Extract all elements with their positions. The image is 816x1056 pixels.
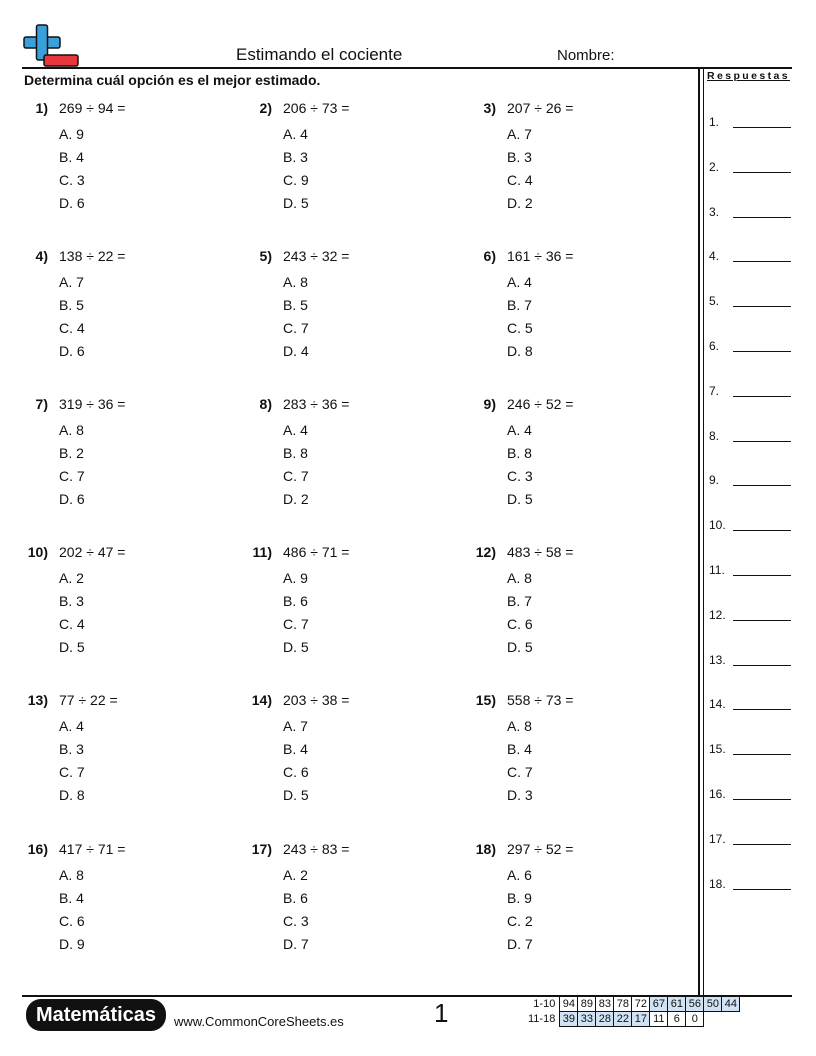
answer-line-3[interactable] (709, 205, 719, 219)
problem-number: 13) (27, 692, 48, 708)
answer-column-divider-inner (703, 67, 704, 996)
answer-line-17[interactable] (709, 832, 726, 846)
answer-blank[interactable] (733, 620, 791, 621)
answer-blank[interactable] (733, 127, 791, 128)
answer-line-1[interactable] (709, 115, 719, 129)
answer-option: C. 7 (59, 468, 85, 484)
problem-number: 9) (483, 396, 496, 412)
answer-option: B. 4 (59, 890, 84, 906)
answer-option: C. 3 (507, 468, 533, 484)
answer-option: B. 3 (59, 593, 84, 609)
answer-blank[interactable] (733, 172, 791, 173)
problem-expression: 483 ÷ 58 = (507, 544, 574, 560)
problem-number: 7) (35, 396, 48, 412)
answer-option: A. 4 (507, 422, 532, 438)
score-cell: 50 (704, 997, 722, 1012)
answer-option: C. 5 (507, 320, 533, 336)
answer-blank[interactable] (733, 530, 791, 531)
answer-option: D. 4 (283, 343, 309, 359)
answer-line-label: 11. (709, 563, 725, 577)
answer-line-5[interactable] (709, 294, 719, 308)
score-row (526, 997, 740, 1012)
answer-option: A. 7 (507, 126, 532, 142)
answer-option: B. 6 (283, 890, 308, 906)
answer-option: A. 4 (507, 274, 532, 290)
problem-number: 4) (35, 248, 48, 264)
answer-line-label: 4. (709, 249, 720, 264)
problem-expression: 283 ÷ 36 = (283, 396, 350, 412)
problem-expression: 202 ÷ 47 = (59, 544, 126, 560)
answer-line-label: 2. (709, 159, 720, 174)
answer-column-divider (698, 67, 700, 996)
score-cell: 67 (650, 997, 668, 1012)
answer-option: A. 7 (59, 274, 84, 290)
answer-option: D. 5 (59, 639, 85, 655)
answer-blank[interactable] (733, 351, 791, 352)
answer-line-label: 16. (709, 787, 726, 801)
score-cell: 17 (632, 1012, 650, 1027)
answer-option: D. 8 (507, 343, 533, 359)
answer-line-13[interactable] (709, 653, 726, 667)
answer-option: A. 4 (283, 422, 308, 438)
problem-number: 6) (483, 248, 496, 264)
answer-line-15[interactable] (709, 742, 726, 756)
answer-option: B. 5 (283, 297, 308, 313)
answer-line-12[interactable] (709, 608, 726, 622)
answer-line-label: 15. (709, 742, 726, 757)
score-cell: 89 (578, 997, 596, 1012)
problem-number: 16) (27, 841, 48, 857)
answer-blank[interactable] (733, 889, 791, 890)
answer-line-11[interactable] (709, 563, 725, 577)
score-cell: 6 (668, 1012, 686, 1027)
answer-blank[interactable] (733, 217, 791, 218)
problem-expression: 203 ÷ 38 = (283, 692, 350, 708)
answer-blank[interactable] (733, 665, 791, 666)
answer-option: B. 7 (507, 297, 532, 313)
answer-option: C. 3 (283, 913, 309, 929)
problem-number: 3) (483, 100, 496, 116)
score-cell: 44 (722, 997, 740, 1012)
answer-option: C. 6 (283, 764, 309, 780)
answer-option: B. 4 (507, 741, 532, 757)
problem-expression: 206 ÷ 73 = (283, 100, 350, 116)
answer-blank[interactable] (733, 441, 791, 442)
answer-option: A. 8 (59, 867, 84, 883)
answer-option: C. 4 (59, 320, 85, 336)
problem-number: 17) (251, 841, 272, 857)
answer-line-4[interactable] (709, 249, 719, 263)
answer-blank[interactable] (733, 799, 791, 800)
answer-option: B. 4 (283, 741, 308, 757)
answer-option: A. 2 (59, 570, 84, 586)
score-row-label: 1-10 (533, 998, 556, 1010)
answer-option: A. 8 (507, 570, 532, 586)
score-row-label: 11-18 (528, 1013, 556, 1025)
answer-option: C. 4 (59, 616, 85, 632)
worksheet-title: Estimando el cociente (236, 45, 403, 64)
problem-number: 15) (475, 692, 496, 708)
problem-number: 1) (35, 100, 48, 116)
answer-blank[interactable] (733, 575, 791, 576)
score-cell: 0 (686, 1012, 704, 1027)
score-cell: 39 (560, 1012, 578, 1027)
answer-option: B. 5 (59, 297, 84, 313)
problem-number: 8) (259, 396, 272, 412)
answer-line-label: 7. (709, 383, 720, 398)
answer-line-label: 13. (709, 652, 726, 667)
problem-number: 10) (27, 544, 48, 560)
problem-expression: 243 ÷ 32 = (283, 248, 350, 264)
answer-line-label: 18. (709, 876, 726, 891)
score-cell: 33 (578, 1012, 596, 1027)
answer-option: A. 2 (283, 867, 308, 883)
score-row (526, 1012, 740, 1027)
answer-option: D. 8 (59, 787, 85, 803)
answer-option: B. 2 (59, 445, 84, 461)
answer-option: D. 2 (507, 195, 533, 211)
answer-option: A. 8 (283, 274, 308, 290)
instructions: Determina cuál opción es el mejor estimado. (24, 72, 321, 88)
score-cell: 28 (596, 1012, 614, 1027)
answer-line-label: 1. (709, 115, 720, 129)
answer-option: C. 7 (507, 764, 533, 780)
answer-option: A. 4 (59, 718, 84, 734)
page-number: 1 (434, 998, 449, 1028)
header-rule (22, 67, 792, 69)
answer-line-label: 3. (709, 204, 720, 219)
problem-number: 11) (252, 544, 272, 560)
score-cell: 56 (686, 997, 704, 1012)
score-cell: 72 (632, 997, 650, 1012)
answer-line-label: 9. (709, 473, 720, 488)
answer-option: D. 9 (59, 936, 85, 952)
answer-blank[interactable] (733, 306, 791, 307)
answer-option: C. 4 (507, 172, 533, 188)
problem-expression: 297 ÷ 52 = (507, 841, 574, 857)
answer-option: D. 2 (283, 491, 309, 507)
answer-blank[interactable] (733, 261, 791, 262)
score-cell: 94 (560, 997, 578, 1012)
answer-line-8[interactable] (709, 429, 719, 443)
brand-badge: Matemáticas (26, 999, 166, 1031)
problem-expression: 269 ÷ 94 = (59, 100, 126, 116)
answer-blank[interactable] (733, 844, 791, 845)
problem-expression: 161 ÷ 36 = (507, 248, 574, 264)
answer-line-2[interactable] (709, 160, 719, 174)
score-cell: 22 (614, 1012, 632, 1027)
answer-option: D. 6 (59, 195, 85, 211)
answer-blank[interactable] (733, 396, 791, 397)
answer-option: D. 6 (59, 491, 85, 507)
answer-line-6[interactable] (709, 339, 719, 353)
answer-option: D. 7 (507, 936, 533, 952)
answer-option: D. 5 (283, 195, 309, 211)
answer-option: B. 3 (59, 741, 84, 757)
answer-option: A. 6 (507, 867, 532, 883)
score-cell: 83 (596, 997, 614, 1012)
score-table (526, 996, 740, 1027)
problem-expression: 417 ÷ 71 = (59, 841, 126, 857)
answer-blank[interactable] (733, 485, 791, 486)
answer-option: C. 3 (59, 172, 85, 188)
answer-option: A. 4 (283, 126, 308, 142)
problem-number: 14) (251, 692, 272, 708)
site-url: www.CommonCoreSheets.es (174, 1014, 344, 1029)
score-cell: 11 (650, 1012, 668, 1027)
problem-expression: 207 ÷ 26 = (507, 100, 574, 116)
answer-option: D. 5 (507, 639, 533, 655)
score-cell: 61 (668, 997, 686, 1012)
problem-expression: 319 ÷ 36 = (59, 396, 126, 412)
answer-line-label: 5. (709, 294, 720, 309)
answer-option: A. 7 (283, 718, 308, 734)
answer-blank[interactable] (733, 754, 791, 755)
answer-option: A. 9 (283, 570, 308, 586)
answer-line-10[interactable] (709, 518, 726, 532)
problem-number: 5) (259, 248, 272, 264)
answers-heading: Respuestas (707, 70, 790, 82)
answer-option: C. 9 (283, 172, 309, 188)
answer-option: B. 3 (283, 149, 308, 165)
answer-line-label: 12. (709, 607, 726, 622)
answer-line-label: 10. (709, 518, 726, 533)
problem-expression: 486 ÷ 71 = (283, 544, 350, 560)
answer-option: D. 5 (507, 491, 533, 507)
answer-option: A. 8 (507, 718, 532, 734)
answer-option: C. 7 (283, 320, 309, 336)
problem-number: 18) (475, 841, 496, 857)
answer-line-16[interactable] (709, 787, 726, 801)
answer-option: A. 8 (59, 422, 84, 438)
score-cell: 78 (614, 997, 632, 1012)
answer-option: C. 7 (283, 616, 309, 632)
problem-expression: 77 ÷ 22 = (59, 692, 118, 708)
answer-option: D. 5 (283, 787, 309, 803)
answer-option: C. 2 (507, 913, 533, 929)
answer-option: D. 6 (59, 343, 85, 359)
answer-option: D. 5 (283, 639, 309, 655)
answer-option: B. 4 (59, 149, 84, 165)
answer-option: D. 7 (283, 936, 309, 952)
answer-option: B. 7 (507, 593, 532, 609)
name-label: Nombre: (557, 47, 615, 64)
answer-option: B. 3 (507, 149, 532, 165)
answer-option: B. 8 (283, 445, 308, 461)
answer-option: C. 7 (59, 764, 85, 780)
answer-option: D. 3 (507, 787, 533, 803)
answer-line-7[interactable] (709, 384, 719, 398)
problem-expression: 138 ÷ 22 = (59, 248, 126, 264)
answer-option: B. 6 (283, 593, 308, 609)
answer-blank[interactable] (733, 709, 791, 710)
plus-minus-logo-icon (22, 24, 80, 68)
answer-line-9[interactable] (709, 473, 719, 487)
problem-expression: 558 ÷ 73 = (507, 692, 574, 708)
answer-option: B. 8 (507, 445, 532, 461)
answer-line-18[interactable] (709, 877, 726, 891)
answer-option: C. 6 (59, 913, 85, 929)
problem-number: 2) (259, 100, 272, 116)
answer-option: A. 9 (59, 126, 84, 142)
problem-expression: 243 ÷ 83 = (283, 841, 350, 857)
answer-line-14[interactable] (709, 697, 726, 711)
answer-line-label: 17. (709, 831, 726, 846)
answer-line-label: 6. (709, 339, 720, 353)
problem-number: 12) (475, 544, 496, 560)
answer-option: C. 7 (283, 468, 309, 484)
answer-line-label: 14. (709, 697, 726, 712)
answer-line-label: 8. (709, 428, 720, 443)
answer-option: C. 6 (507, 616, 533, 632)
answer-option: B. 9 (507, 890, 532, 906)
problem-expression: 246 ÷ 52 = (507, 396, 574, 412)
